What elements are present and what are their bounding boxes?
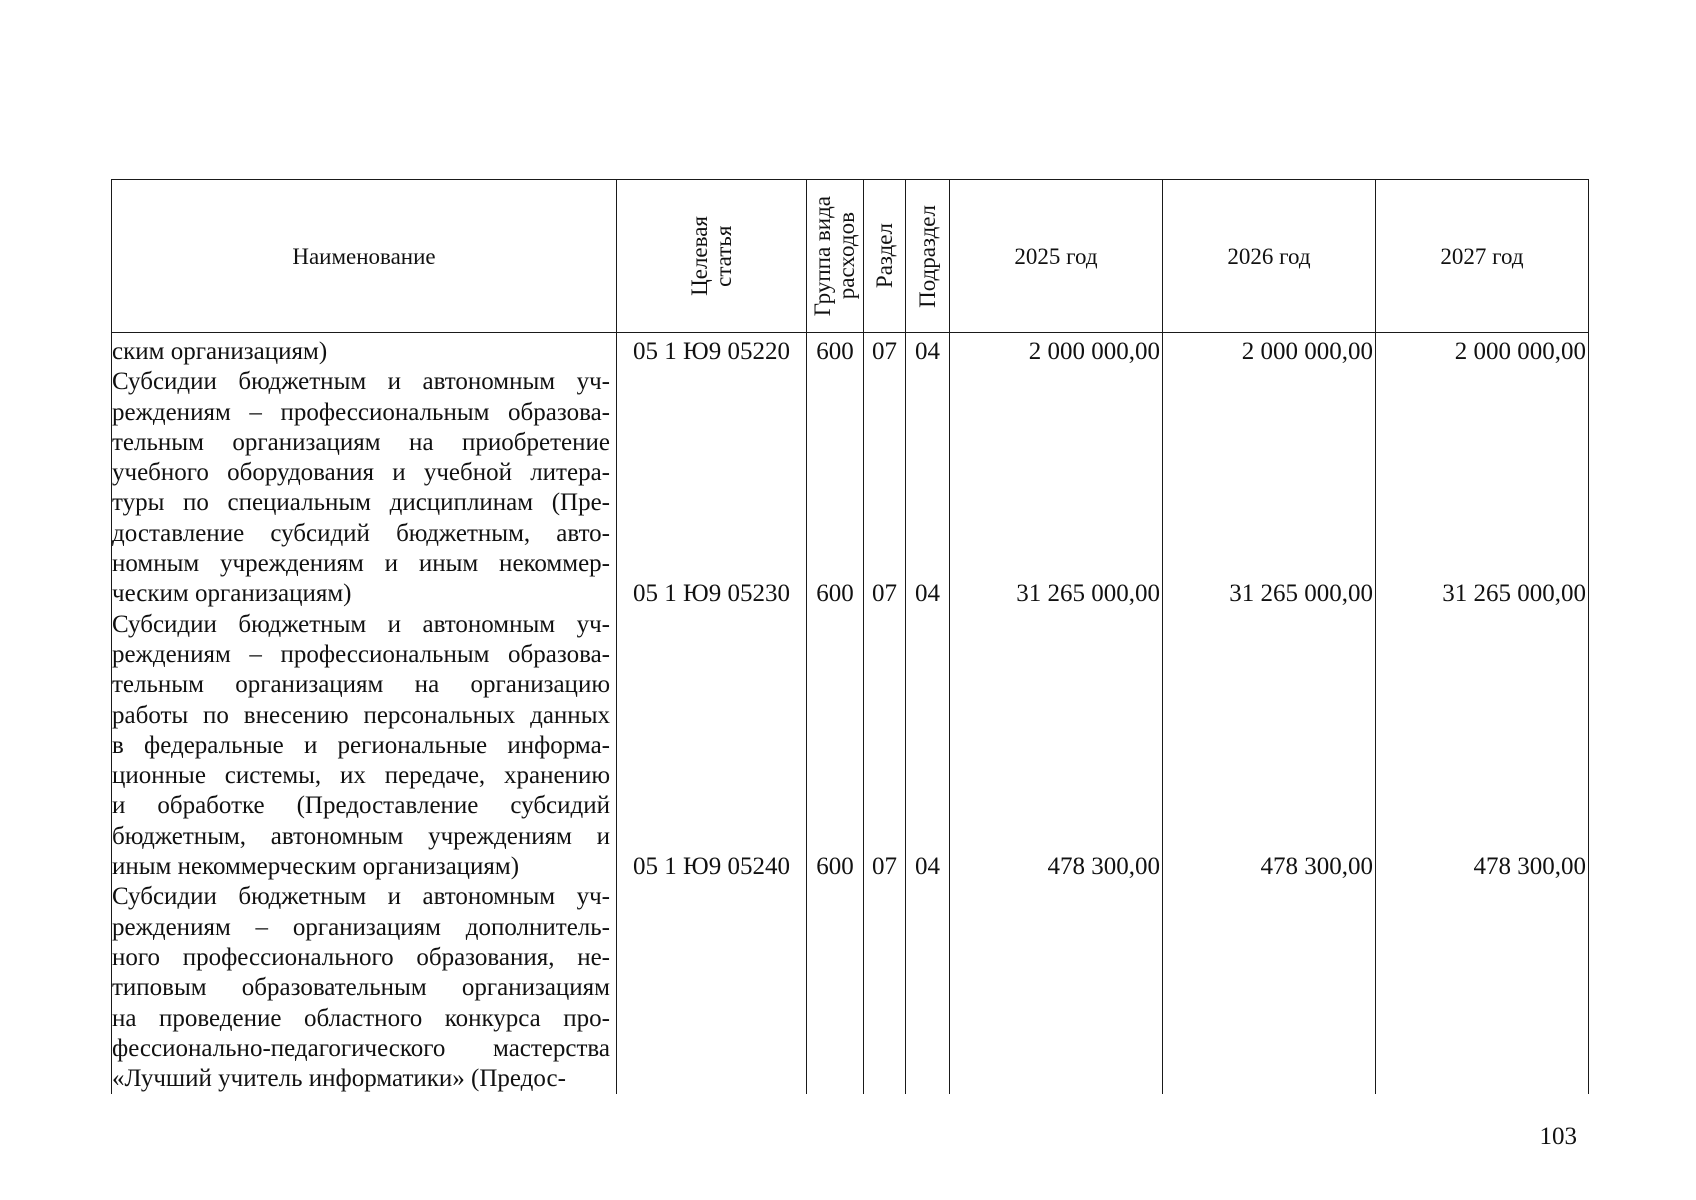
- budget-table: [111, 179, 1589, 1094]
- expense-group-cell: 600: [807, 610, 864, 883]
- item-name-line: «Лучший учитель информатики» (Предос-: [112, 1065, 566, 1093]
- amount-2025-cell: 31 265 000,00: [950, 367, 1163, 609]
- item-name-line: доставление субсидий бюджетным, авто-: [112, 519, 610, 547]
- amount-2025-cell: 2 000 000,00: [950, 333, 1163, 368]
- header-section-label: Раздел: [871, 223, 897, 289]
- subsection-cell: 04: [906, 333, 950, 368]
- amount-2027-cell: 478 300,00: [1376, 610, 1589, 883]
- item-name-line: реждениям – организациям дополнитель-: [112, 913, 610, 941]
- item-name-line: Субсидии бюджетным и автономным уч-: [112, 883, 610, 911]
- item-name-line: тельным организациям на приобретение: [112, 428, 610, 456]
- header-row: [112, 180, 1589, 333]
- item-name-line: фессионально-педагогического мастерства: [112, 1034, 610, 1062]
- amount-2027-cell: [1376, 882, 1589, 1094]
- header-section: [864, 180, 906, 333]
- table-row: [112, 333, 1589, 368]
- amount-2027-cell: 31 265 000,00: [1376, 367, 1589, 609]
- section-cell: 07: [864, 610, 906, 883]
- section-cell: 07: [864, 333, 906, 368]
- item-name-line: типовым образовательным организациям: [112, 974, 610, 1002]
- item-name-line: бюджетным, автономным учреждениям и: [112, 822, 610, 850]
- item-name-line: туры по специальным дисциплинам (Пре-: [112, 489, 610, 517]
- target-article-cell: 05 1 Ю9 05230: [617, 367, 807, 609]
- section-cell: [864, 882, 906, 1094]
- subsection-cell: 04: [906, 367, 950, 609]
- amount-2025-cell: [950, 882, 1163, 1094]
- header-target-line2: статья: [710, 225, 736, 287]
- table-row: [112, 367, 1589, 609]
- table-row: [112, 610, 1589, 883]
- header-target-line1: Целевая: [686, 216, 712, 296]
- table-body: [112, 333, 1589, 1095]
- item-name-cell: [112, 610, 617, 883]
- item-name-line: на проведение областного конкурса про-: [112, 1004, 610, 1032]
- header-subsection-label: Подраздел: [914, 204, 940, 308]
- amount-2026-cell: 31 265 000,00: [1163, 367, 1376, 609]
- item-name-line: тельным организациям на организацию: [112, 671, 610, 699]
- amount-2025-cell: 478 300,00: [950, 610, 1163, 883]
- item-name-line: ционные системы, их передаче, хранению: [112, 762, 610, 790]
- header-2027: 2027 год: [1376, 180, 1589, 333]
- item-name-line: Субсидии бюджетным и автономным уч-: [112, 610, 610, 638]
- amount-2026-cell: 478 300,00: [1163, 610, 1376, 883]
- expense-group-cell: 600: [807, 333, 864, 368]
- item-name-line: и обработке (Предоставление субсидий: [112, 792, 610, 820]
- header-2025: 2025 год: [950, 180, 1163, 333]
- item-name-cell: [112, 333, 617, 368]
- amount-2026-cell: [1163, 882, 1376, 1094]
- item-name-cell: [112, 882, 617, 1094]
- header-subsection: [906, 180, 950, 333]
- item-name-line: в федеральные и региональные информа-: [112, 731, 610, 759]
- item-name-cell: [112, 367, 617, 609]
- header-expense-group: [807, 180, 864, 333]
- expense-group-cell: [807, 882, 864, 1094]
- item-name-line: номным учреждениям и иным некоммер-: [112, 550, 610, 578]
- item-name-line: ного профессионального образования, не-: [112, 943, 610, 971]
- target-article-cell: 05 1 Ю9 05220: [617, 333, 807, 368]
- table-row: [112, 882, 1589, 1094]
- item-name-line: ским организациям): [112, 338, 328, 365]
- item-name-line: учебного оборудования и учебной литера-: [112, 459, 610, 487]
- expense-group-cell: 600: [807, 367, 864, 609]
- header-2026: 2026 год: [1163, 180, 1376, 333]
- target-article-cell: [617, 882, 807, 1094]
- amount-2026-cell: 2 000 000,00: [1163, 333, 1376, 368]
- header-group-line1: Группа вида: [810, 195, 835, 317]
- page-number: 103: [1539, 1123, 1577, 1150]
- header-group-line2: расходов: [834, 212, 859, 300]
- item-name-line: иным некоммерческим организациям): [112, 853, 520, 881]
- item-name-line: реждениям – профессиональным образова-: [112, 640, 610, 668]
- amount-2027-cell: 2 000 000,00: [1376, 333, 1589, 368]
- item-name-line: реждениям – профессиональным образова-: [112, 398, 610, 426]
- item-name-line: работы по внесению персональных данных: [112, 701, 610, 729]
- header-name: Наименование: [112, 180, 617, 333]
- subsection-cell: [906, 882, 950, 1094]
- section-cell: 07: [864, 367, 906, 609]
- subsection-cell: 04: [906, 610, 950, 883]
- item-name-line: Субсидии бюджетным и автономным уч-: [112, 368, 610, 396]
- item-name-line: ческим организациям): [112, 580, 352, 608]
- header-target-article: [617, 180, 807, 333]
- target-article-cell: 05 1 Ю9 05240: [617, 610, 807, 883]
